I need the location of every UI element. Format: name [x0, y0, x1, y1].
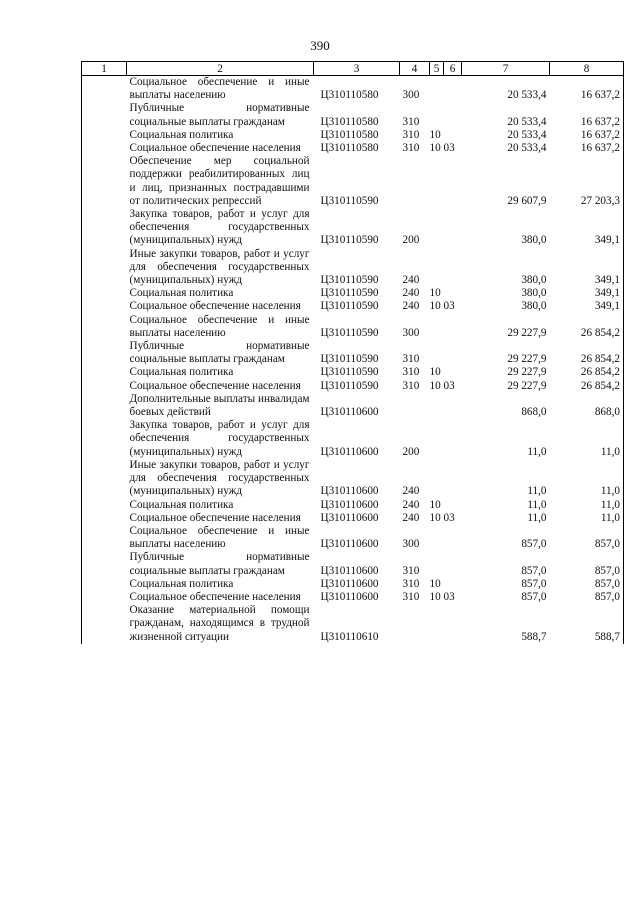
row-section [430, 459, 444, 499]
row-expense-type: 200 [402, 234, 420, 247]
cell-col-1 [82, 76, 127, 103]
row-value-col7: 380,0 [521, 234, 547, 247]
cell-col-1 [82, 459, 127, 499]
cell-col-1 [82, 287, 127, 300]
row-value-col8: 857,0 [550, 578, 624, 591]
page-number: 390 [310, 38, 330, 53]
row-value-col7: 380,0 [521, 274, 547, 287]
row-name: Социальное обеспечение населения [129, 300, 301, 313]
row-section [430, 340, 444, 366]
row-subsection [444, 578, 462, 591]
row-value-col7: 20 533,4 [507, 142, 547, 155]
table-row [82, 525, 624, 551]
row-subsection [444, 76, 462, 103]
row-target-code: Ц310110590 [320, 353, 379, 366]
row-section: 10 [429, 577, 441, 590]
table-row [82, 287, 624, 300]
row-value-col8: 27 203,3 [550, 155, 624, 208]
table-row [82, 155, 624, 208]
row-value-col7: 20 533,4 [507, 89, 547, 102]
cell-col-1 [82, 512, 127, 525]
table-row [82, 459, 624, 499]
row-value-col8: 11,0 [550, 499, 624, 512]
row-value-col7: 868,0 [521, 406, 547, 419]
column-header: 2 [127, 62, 314, 76]
row-subsection: 03 [443, 300, 455, 313]
row-value-col7: 380,0 [521, 287, 547, 300]
cell-col-1 [82, 578, 127, 591]
row-section: 10 [429, 366, 441, 379]
row-value-col7: 11,0 [527, 498, 547, 511]
row-target-code: Ц310110580 [320, 142, 379, 155]
row-value-col7: 29 227,9 [507, 353, 547, 366]
row-subsection [444, 287, 462, 300]
cell-col-1 [82, 525, 127, 551]
column-header: 8 [550, 62, 624, 76]
row-section: 10 [429, 128, 441, 141]
column-header: 1 [82, 62, 127, 76]
row-value-col8: 868,0 [550, 393, 624, 419]
row-section [430, 155, 444, 208]
table-row [82, 419, 624, 459]
row-name: Публичные нормативные социальные выплаты гражданам [129, 551, 310, 577]
row-value-col8: 588,7 [550, 604, 624, 644]
row-subsection [444, 248, 462, 288]
row-value-col8: 26 854,2 [550, 340, 624, 366]
row-target-code: Ц310110600 [320, 445, 379, 458]
row-section [430, 208, 444, 248]
row-value-col7: 29 227,9 [507, 366, 547, 379]
row-expense-type [400, 393, 430, 419]
row-section: 10 [429, 379, 441, 392]
row-value-col7: 857,0 [521, 564, 547, 577]
row-target-code: Ц310110610 [320, 630, 379, 643]
row-section [430, 419, 444, 459]
row-value-col8: 11,0 [550, 512, 624, 525]
column-header: 6 [444, 62, 462, 76]
row-expense-type: 310 [402, 564, 420, 577]
row-subsection [444, 314, 462, 340]
row-name: Публичные нормативные социальные выплаты гражданам [129, 340, 310, 366]
row-subsection [444, 155, 462, 208]
row-name: Социальное обеспечение населения [129, 511, 301, 524]
cell-col-1 [82, 248, 127, 288]
cell-col-1 [82, 102, 127, 128]
row-target-code: Ц310110590 [320, 287, 379, 300]
row-subsection [444, 208, 462, 248]
row-expense-type: 310 [402, 128, 420, 141]
row-target-code: Ц310110600 [320, 498, 379, 511]
table-row [82, 300, 624, 313]
row-target-code: Ц310110590 [320, 300, 379, 313]
table-row [82, 340, 624, 366]
row-expense-type: 300 [402, 89, 420, 102]
row-subsection [444, 340, 462, 366]
row-subsection [444, 604, 462, 644]
row-expense-type [400, 604, 430, 644]
row-expense-type [400, 155, 430, 208]
row-name: Социальное обеспечение и иные выплаты населению [129, 76, 310, 102]
row-value-col8: 26 854,2 [550, 366, 624, 379]
row-target-code: Ц310110590 [320, 234, 379, 247]
table-row [82, 129, 624, 142]
row-name: Закупка товаров, работ и услуг для обеспечения государственных (муниципальных) нужд [129, 419, 310, 458]
table-header-row [82, 62, 624, 76]
row-name: Социальная политика [129, 366, 234, 379]
column-header: 3 [314, 62, 400, 76]
row-value-col8: 16 637,2 [550, 129, 624, 142]
cell-col-1 [82, 499, 127, 512]
row-expense-type: 240 [402, 485, 420, 498]
row-target-code: Ц310110590 [320, 379, 379, 392]
row-value-col7: 11,0 [527, 485, 547, 498]
row-expense-type: 240 [402, 511, 420, 524]
row-expense-type: 310 [402, 366, 420, 379]
row-target-code: Ц310110600 [320, 577, 379, 590]
cell-col-1 [82, 129, 127, 142]
row-subsection: 03 [443, 142, 455, 155]
table-row [82, 208, 624, 248]
row-name: Социальное обеспечение и иные выплаты населению [129, 313, 310, 339]
row-target-code: Ц310110600 [320, 538, 379, 551]
row-value-col7: 857,0 [521, 577, 547, 590]
row-value-col8: 349,1 [550, 248, 624, 288]
table-row [82, 499, 624, 512]
row-target-code: Ц310110580 [320, 128, 379, 141]
row-value-col7: 11,0 [527, 445, 547, 458]
table-row [82, 102, 624, 128]
row-expense-type: 300 [402, 538, 420, 551]
row-target-code: Ц310110590 [320, 326, 379, 339]
table-row [82, 76, 624, 103]
row-value-col8: 16 637,2 [550, 142, 624, 155]
row-section: 10 [429, 287, 441, 300]
row-section: 10 [429, 300, 441, 313]
row-value-col8: 857,0 [550, 551, 624, 577]
row-expense-type: 240 [402, 300, 420, 313]
row-value-col8: 349,1 [550, 287, 624, 300]
cell-col-1 [82, 340, 127, 366]
row-value-col8: 16 637,2 [550, 76, 624, 103]
row-section [430, 314, 444, 340]
row-expense-type: 310 [402, 379, 420, 392]
row-value-col7: 380,0 [521, 300, 547, 313]
row-value-col7: 29 227,9 [507, 379, 547, 392]
row-target-code: Ц310110580 [320, 89, 379, 102]
row-value-col8: 349,1 [550, 208, 624, 248]
table-row [82, 578, 624, 591]
row-expense-type: 300 [402, 326, 420, 339]
row-subsection [444, 366, 462, 379]
row-target-code: Ц310110600 [320, 564, 379, 577]
row-target-code: Ц310110590 [320, 366, 379, 379]
row-section [430, 604, 444, 644]
column-header: 5 [430, 62, 444, 76]
row-name: Оказание материальной помощи гражданам, находящимся в трудной жизненной ситуации [129, 604, 310, 643]
row-value-col8: 16 637,2 [550, 102, 624, 128]
row-name: Дополнительные выплаты инвалидам боевых действий [129, 392, 310, 419]
table-body [82, 76, 624, 644]
row-name: Социальное обеспечение населения [129, 590, 301, 603]
row-name: Социальная политика [129, 128, 234, 141]
table-row [82, 366, 624, 379]
column-header: 4 [400, 62, 430, 76]
row-expense-type: 310 [402, 577, 420, 590]
row-section: 10 [429, 498, 441, 511]
row-value-col8: 857,0 [550, 591, 624, 604]
row-subsection [444, 499, 462, 512]
cell-col-1 [82, 419, 127, 459]
row-value-col7: 857,0 [521, 590, 547, 603]
row-target-code: Ц310110590 [320, 274, 379, 287]
table-row [82, 551, 624, 577]
row-value-col7: 29 227,9 [507, 326, 547, 339]
row-subsection [444, 129, 462, 142]
row-target-code: Ц310110600 [320, 406, 379, 419]
row-value-col8: 11,0 [550, 419, 624, 459]
row-section [430, 393, 444, 419]
row-expense-type: 240 [402, 274, 420, 287]
table-row [82, 314, 624, 340]
cell-col-1 [82, 208, 127, 248]
cell-col-1 [82, 300, 127, 313]
row-value-col7: 20 533,4 [507, 128, 547, 141]
row-name: Социальное обеспечение и иные выплаты населению [129, 524, 310, 551]
cell-col-1 [82, 604, 127, 644]
row-expense-type: 310 [402, 353, 420, 366]
table-row [82, 604, 624, 644]
row-section [430, 76, 444, 103]
row-expense-type: 310 [402, 115, 420, 128]
row-subsection [444, 393, 462, 419]
row-section [430, 248, 444, 288]
cell-col-1 [82, 155, 127, 208]
row-target-code: Ц310110580 [320, 115, 379, 128]
row-section: 10 [429, 511, 441, 524]
row-subsection: 03 [443, 379, 455, 392]
row-section: 10 [429, 590, 441, 603]
budget-table [81, 61, 624, 644]
table-row [82, 393, 624, 419]
row-name: Иные закупки товаров, работ и услуг для обеспечения государственных (муниципальных) нужд [129, 458, 310, 498]
column-header: 7 [462, 62, 550, 76]
row-target-code: Ц310110600 [320, 511, 379, 524]
row-expense-type: 200 [402, 445, 420, 458]
row-value-col7: 857,0 [521, 538, 547, 551]
cell-col-1 [82, 551, 127, 577]
row-subsection: 03 [443, 590, 455, 603]
row-target-code: Ц310110600 [320, 590, 379, 603]
row-value-col7: 29 607,9 [507, 194, 547, 207]
row-value-col8: 26 854,2 [550, 314, 624, 340]
row-subsection [444, 102, 462, 128]
row-name: Иные закупки товаров, работ и услуг для обеспечения государственных (муниципальных) нужд [129, 247, 310, 287]
row-subsection [444, 551, 462, 577]
table-row [82, 591, 624, 604]
row-value-col8: 857,0 [550, 525, 624, 551]
table-row [82, 142, 624, 155]
row-section [430, 102, 444, 128]
row-subsection [444, 459, 462, 499]
row-value-col7: 11,0 [527, 511, 547, 524]
row-name: Публичные нормативные социальные выплаты гражданам [129, 102, 310, 128]
row-value-col7: 20 533,4 [507, 115, 547, 128]
row-target-code: Ц310110590 [320, 194, 379, 207]
row-section [430, 525, 444, 551]
row-name: Социальная политика [129, 577, 234, 590]
cell-col-1 [82, 142, 127, 155]
row-value-col8: 11,0 [550, 459, 624, 499]
row-name: Социальная политика [129, 287, 234, 300]
cell-col-1 [82, 393, 127, 419]
row-name: Социальная политика [129, 498, 234, 511]
cell-col-1 [82, 380, 127, 393]
row-value-col8: 349,1 [550, 300, 624, 313]
row-subsection [444, 419, 462, 459]
row-name: Социальное обеспечение населения [129, 142, 301, 155]
table-row [82, 248, 624, 288]
row-section: 10 [429, 142, 441, 155]
row-target-code: Ц310110600 [320, 485, 379, 498]
row-subsection [444, 525, 462, 551]
row-expense-type: 240 [402, 287, 420, 300]
row-section [430, 551, 444, 577]
row-expense-type: 310 [402, 590, 420, 603]
table-row [82, 512, 624, 525]
table-row [82, 380, 624, 393]
row-value-col7: 588,7 [521, 630, 547, 643]
cell-col-1 [82, 591, 127, 604]
row-expense-type: 310 [402, 142, 420, 155]
row-name: Обеспечение мер социальной поддержки реабилитированных лиц и лиц, признанных пострадавшими от политических репрессий [129, 155, 310, 207]
row-name: Закупка товаров, работ и услуг для обеспечения государственных (муниципальных) нужд [129, 208, 310, 247]
cell-col-1 [82, 366, 127, 379]
row-value-col8: 26 854,2 [550, 380, 624, 393]
row-expense-type: 240 [402, 498, 420, 511]
row-subsection: 03 [443, 511, 455, 524]
row-name: Социальное обеспечение населения [129, 379, 301, 392]
cell-col-1 [82, 314, 127, 340]
